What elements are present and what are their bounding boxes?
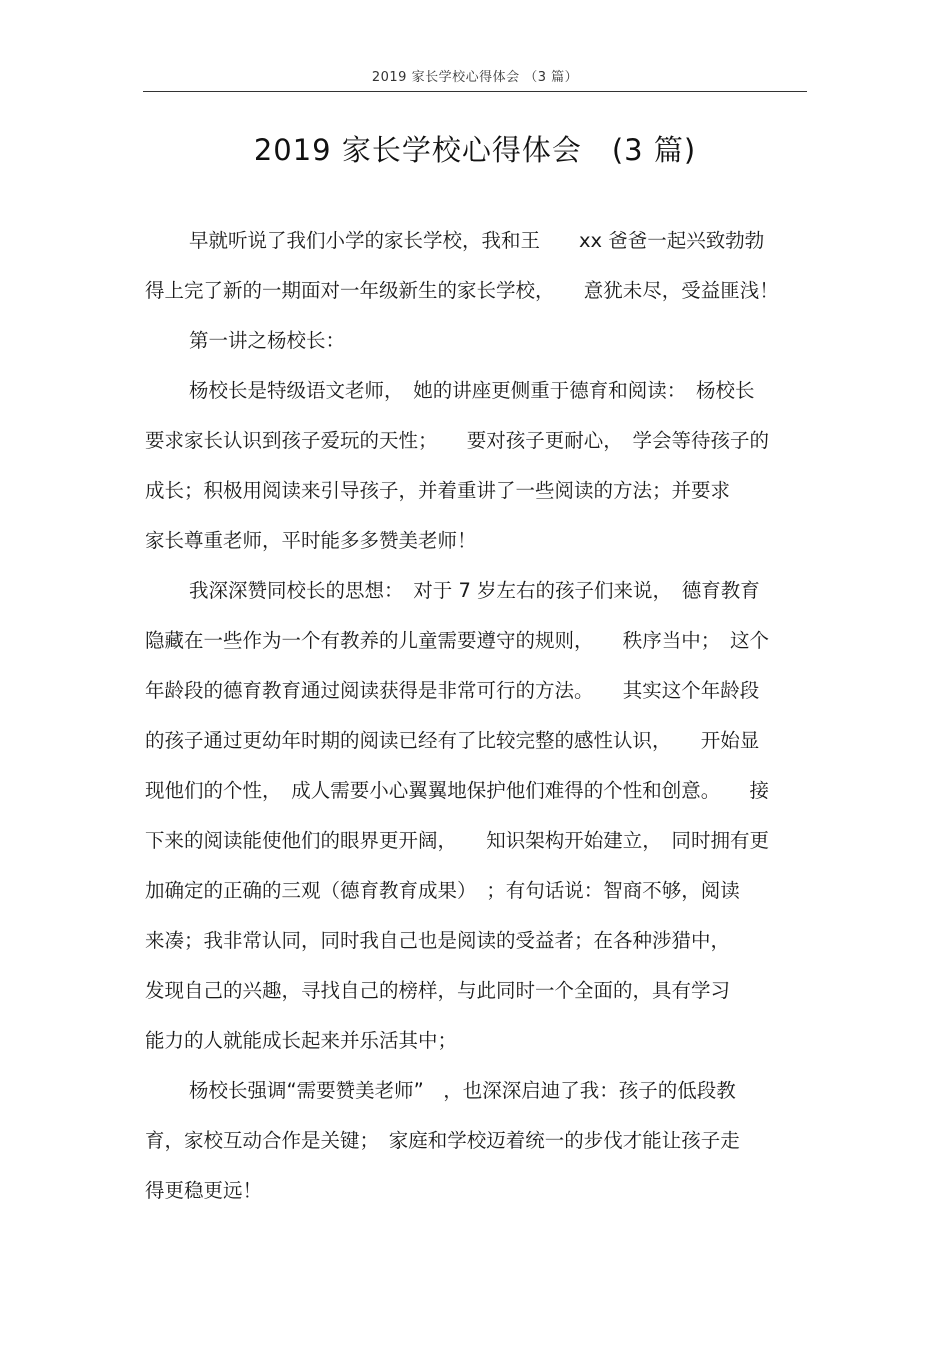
header-divider	[143, 91, 807, 92]
body-line: 来凑；我非常认同，同时我自己也是阅读的受益者；在各种涉猎中，	[145, 929, 731, 952]
body-line: 下来的阅读能使他们的眼界更开阔， 知识架构开始建立， 同时拥有更	[145, 829, 770, 852]
body-line: 我深深赞同校长的思想： 对于 7 岁左右的孩子们来说， 德育教育	[189, 579, 760, 602]
body-line: 杨校长是特级语文老师， 她的讲座更侧重于德育和阅读： 杨校长	[189, 379, 755, 402]
body-line: 早就听说了我们小学的家长学校，我和王 xx 爸爸一起兴致勃勃	[189, 229, 765, 252]
body-line: 育，家校互动合作是关键； 家庭和学校迈着统一的步伐才能让孩子走	[145, 1129, 740, 1152]
body-line: 得更稳更远！	[145, 1179, 263, 1202]
body-line: 家长尊重老师，平时能多多赞美老师！	[145, 529, 477, 552]
document-title: 2019 家长学校心得体会 (3 篇)	[253, 133, 697, 167]
body-line: 杨校长强调“需要赞美老师” ，也深深启迪了我：孩子的低段教	[189, 1079, 736, 1102]
body-line: 能力的人就能成长起来并乐活其中；	[145, 1029, 458, 1052]
body-line: 得上完了新的一期面对一年级新生的家长学校， 意犹未尽，受益匪浅！	[145, 279, 779, 302]
body-line: 隐藏在一些作为一个有教养的儿童需要遵守的规则， 秩序当中； 这个	[145, 629, 770, 652]
document-body	[145, 216, 807, 1216]
body-line: 的孩子通过更幼年时期的阅读已经有了比较完整的感性认识， 开始显	[145, 729, 760, 752]
body-line: 加确定的正确的三观（德育教育成果） ；有句话说：智商不够，阅读	[145, 879, 740, 902]
running-header: 2019 家长学校心得体会 （3 篇）	[371, 70, 579, 85]
body-line: 发现自己的兴趣，寻找自己的榜样，与此同时一个全面的，具有学习	[145, 979, 731, 1002]
body-line: 成长；积极用阅读来引导孩子，并着重讲了一些阅读的方法；并要求	[145, 479, 731, 502]
body-line: 第一讲之杨校长：	[189, 329, 346, 352]
body-line: 年龄段的德育教育通过阅读获得是非常可行的方法。 其实这个年龄段	[145, 679, 760, 702]
body-line: 现他们的个性， 成人需要小心翼翼地保护他们难得的个性和创意。 接	[145, 779, 770, 802]
body-line: 要求家长认识到孩子爱玩的天性； 要对孩子更耐心， 学会等待孩子的	[145, 429, 770, 452]
